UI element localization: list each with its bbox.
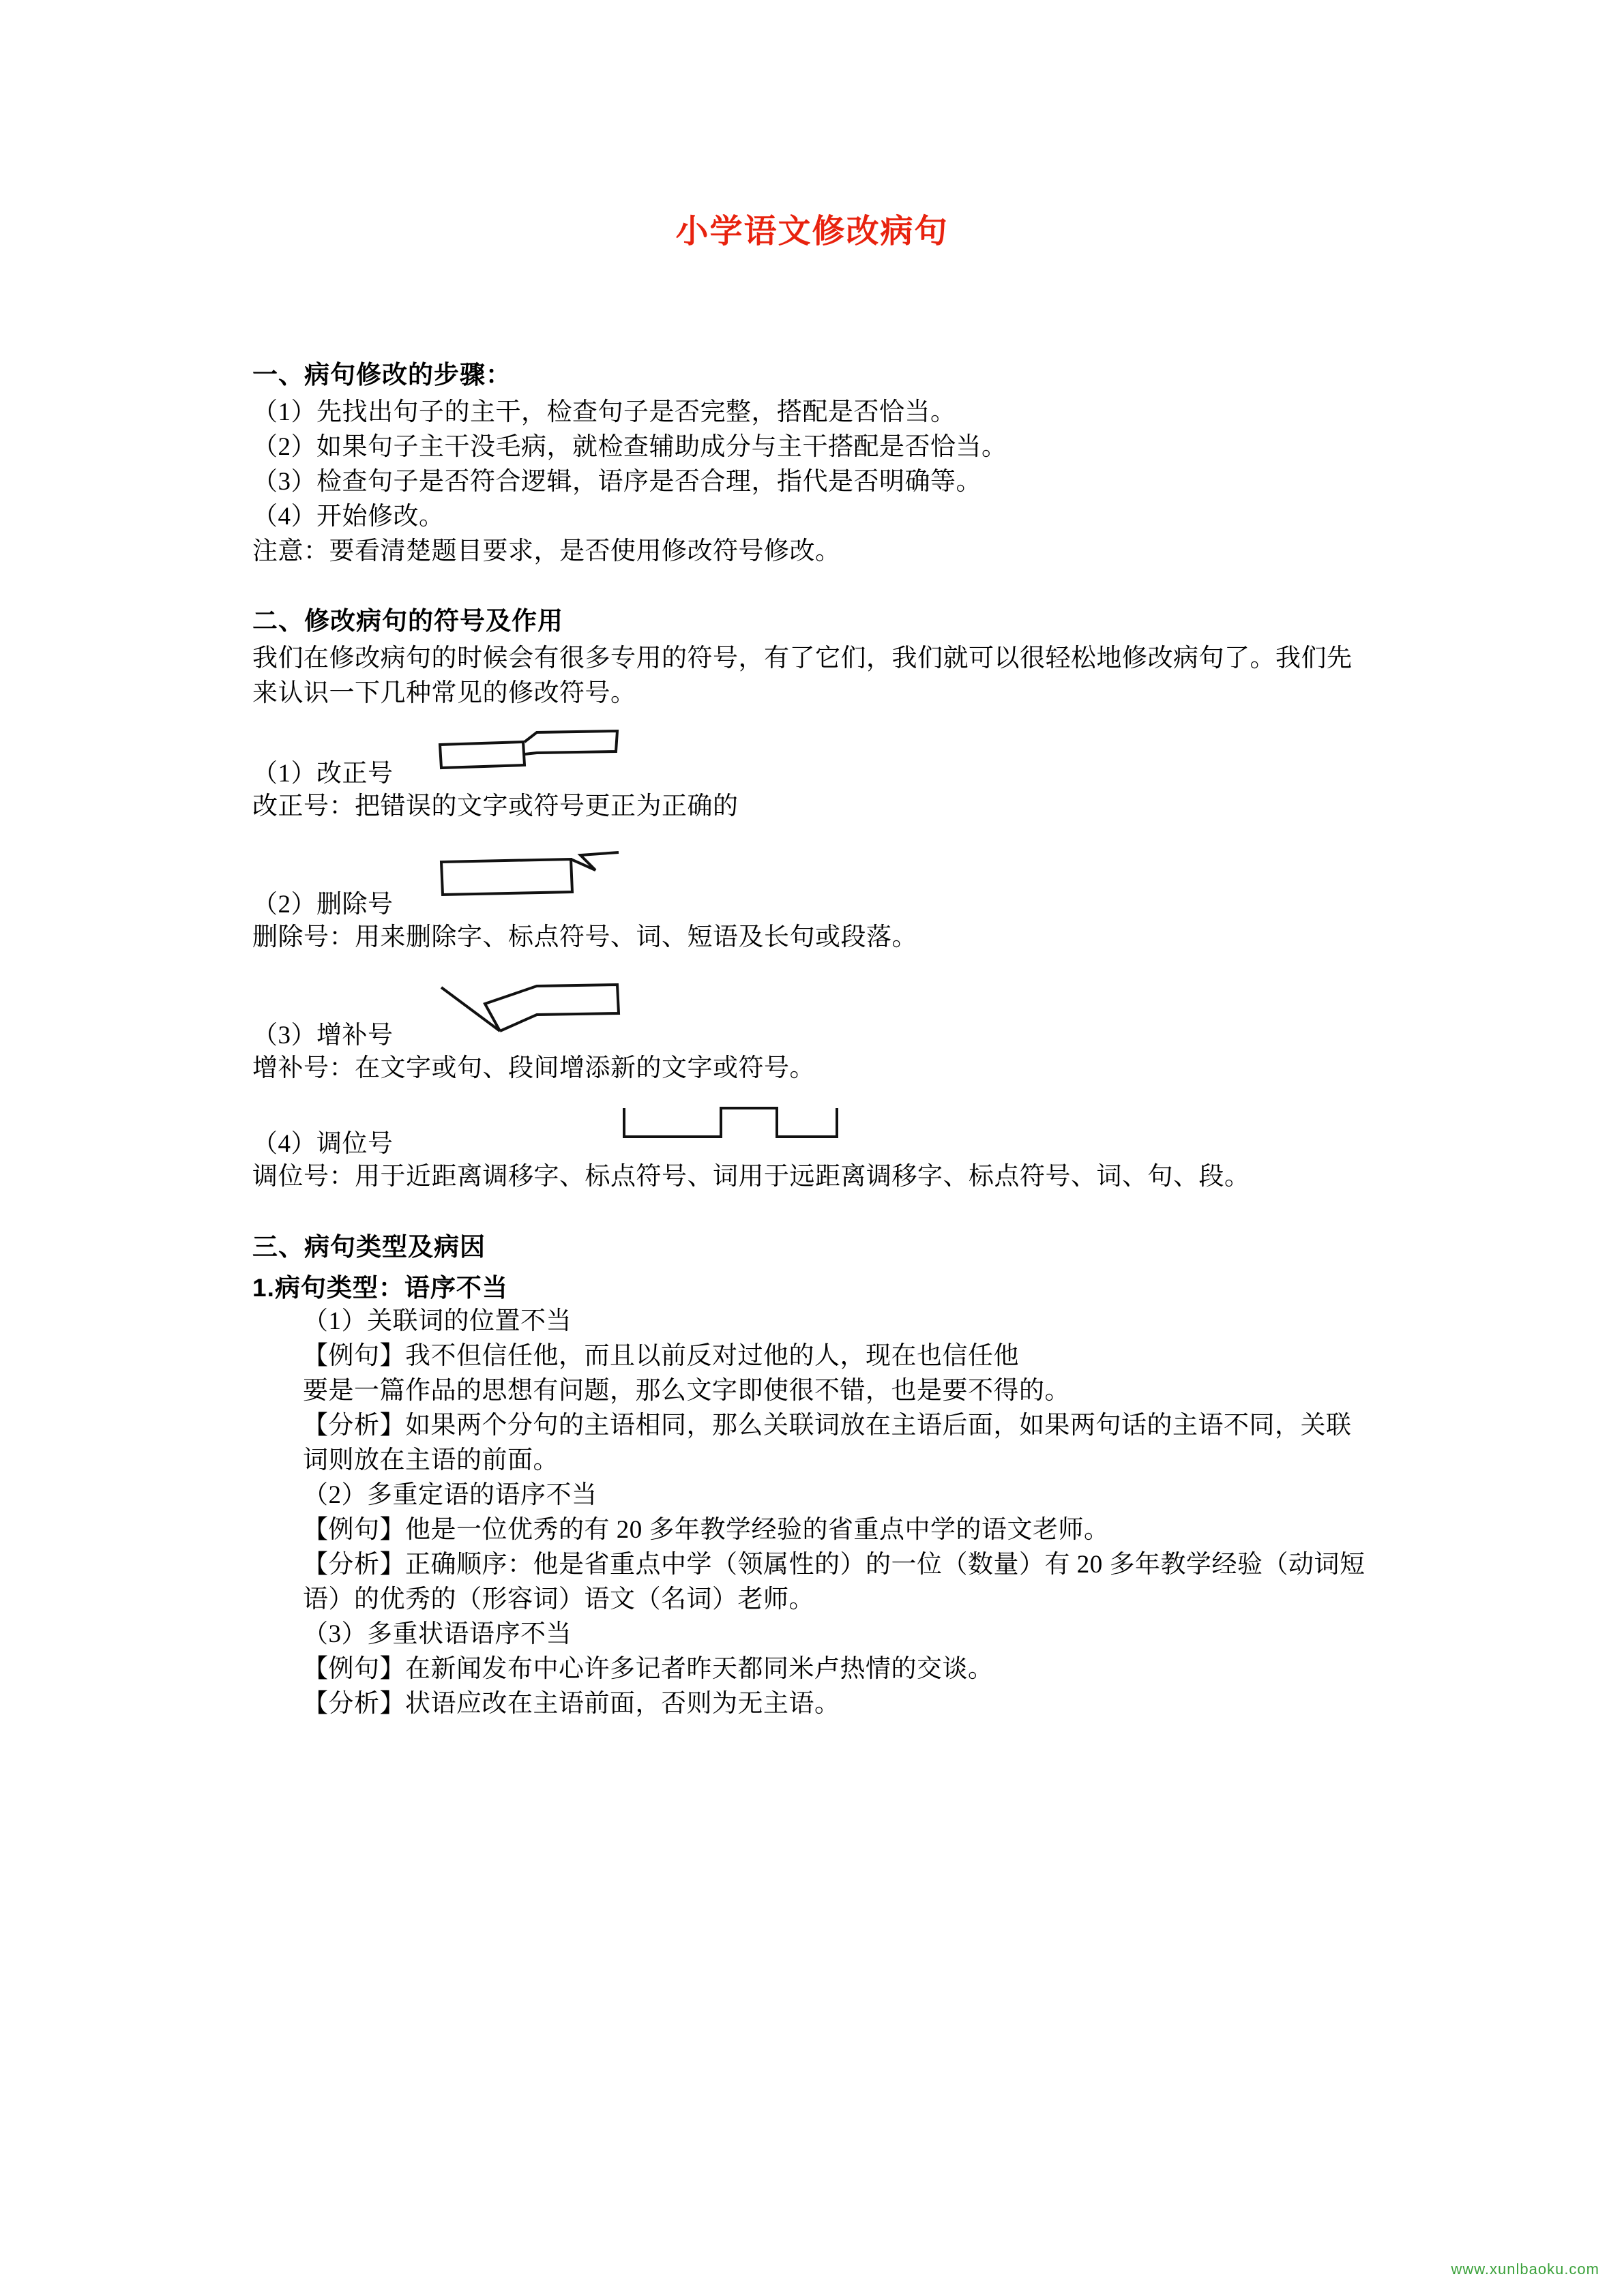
page-title: 小学语文修改病句 bbox=[675, 213, 949, 250]
symbol-label-deletion: （2）删除号 bbox=[252, 891, 394, 919]
types-item-5: （2）多重定语的语序不当 bbox=[303, 1480, 597, 1509]
section-types-subheading: 1.病句类型：语序不当 bbox=[252, 1273, 508, 1302]
steps-line-1: （1）先找出句子的主干，检查句子是否完整，搭配是否恰当。 bbox=[252, 398, 956, 426]
insertion-mark-icon bbox=[434, 981, 632, 1045]
symbol-desc-insertion: 增补号：在文字或句、段间增添新的文字或符号。 bbox=[252, 1054, 815, 1083]
transposition-mark-icon bbox=[619, 1103, 844, 1154]
types-item-6: 【例句】他是一位优秀的有 20 多年教学经验的省重点中学的语文老师。 bbox=[303, 1515, 1110, 1544]
symbol-row-correction bbox=[252, 731, 1372, 789]
symbol-label-insertion: （3）增补号 bbox=[252, 1022, 394, 1050]
section-steps bbox=[252, 354, 1372, 569]
types-item-2: 【例句】我不但信任他，而且以前反对过他的人，现在也信任他 bbox=[303, 1341, 1019, 1370]
types-item-9: 【例句】在新闻发布中心许多记者昨天都同米卢热情的交谈。 bbox=[303, 1654, 994, 1683]
symbols-intro: 我们在修改病句的时候会有很多专用的符号，有了它们，我们就可以很轻松地修改病句了。我们先来认识一下几种常见的修改符号。 bbox=[252, 644, 1353, 708]
symbol-desc-transposition: 调位号：用于近距离调移字、标点符号、词用于远距离调移字、标点符号、词、句、段。 bbox=[252, 1163, 1250, 1191]
section-types bbox=[252, 1226, 1372, 1722]
deletion-mark-icon bbox=[434, 850, 632, 914]
symbol-row-insertion bbox=[252, 986, 1372, 1051]
types-item-1: （1）关联词的位置不当 bbox=[303, 1307, 572, 1335]
steps-line-2: （2）如果句子主干没毛病，就检查辅助成分与主干搭配是否恰当。 bbox=[252, 433, 1007, 462]
symbol-desc-correction: 改正号：把错误的文字或符号更正为正确的 bbox=[252, 792, 739, 821]
section-steps-heading: 一、病句修改的步骤： bbox=[252, 361, 512, 389]
steps-note: 注意：要看清楚题目要求，是否使用修改符号修改。 bbox=[252, 537, 841, 566]
correction-mark-icon bbox=[434, 726, 625, 784]
types-item-8: （3）多重状语语序不当 bbox=[303, 1620, 572, 1648]
section-symbols bbox=[252, 600, 1372, 1194]
section-symbols-heading: 二、修改病句的符号及作用 bbox=[252, 607, 563, 636]
symbol-row-deletion bbox=[252, 855, 1372, 920]
types-item-3: 要是一篇作品的思想有问题，那么文字即使很不错，也是要不得的。 bbox=[303, 1376, 1070, 1405]
symbol-row-transposition bbox=[252, 1106, 1372, 1159]
symbol-label-correction: （1）改正号 bbox=[252, 760, 394, 788]
symbol-label-transposition: （4）调位号 bbox=[252, 1130, 394, 1159]
footer-url: www.xunlbaoku.com bbox=[1451, 2261, 1599, 2278]
steps-line-3: （3）检查句子是否符合逻辑，语序是否合理，指代是否明确等。 bbox=[252, 468, 981, 496]
section-types-heading: 三、病句类型及病因 bbox=[252, 1232, 486, 1261]
types-item-10: 【分析】状语应改在主语前面，否则为无主语。 bbox=[303, 1690, 840, 1718]
steps-line-4: （4）开始修改。 bbox=[252, 503, 445, 531]
symbol-desc-deletion: 删除号：用来删除字、标点符号、词、短语及长句或段落。 bbox=[252, 923, 917, 952]
types-item-4: 【分析】如果两个分句的主语相同，那么关联词放在主语后面，如果两句话的主语不同，关联词则放在主语的前面。 bbox=[303, 1411, 1352, 1474]
types-item-7: 【分析】正确顺序：他是省重点中学（领属性的）的一位（数量）有 20 多年教学经验（动词短语）的优秀的（形容词）语文（名词）老师。 bbox=[303, 1550, 1365, 1613]
